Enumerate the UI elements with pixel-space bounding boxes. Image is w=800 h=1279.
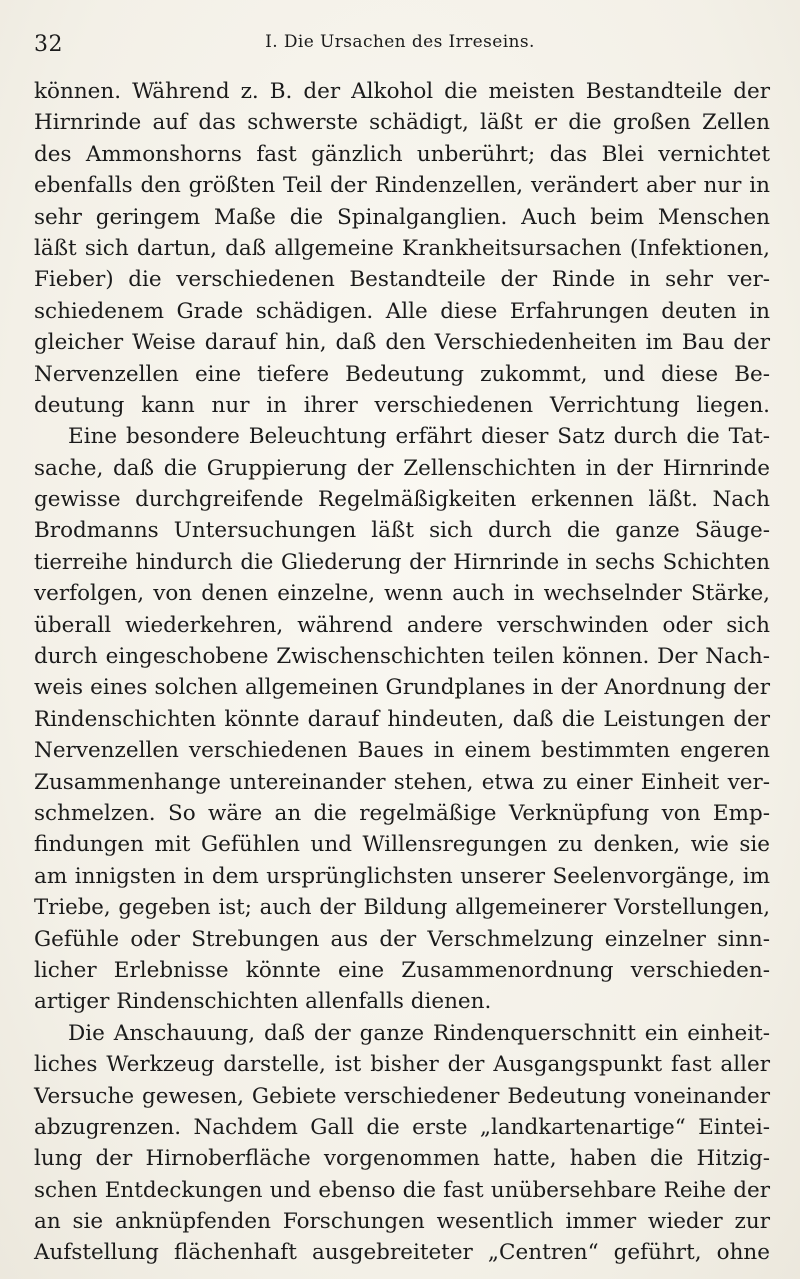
text-line: verfolgen, von denen einzelne, wenn auch in wechselnder Stärke,	[34, 581, 770, 607]
text-line: Nervenzellen verschiedenen Baues in einem bestimmten engeren	[34, 738, 770, 764]
text-line: Versuche gewesen, Gebiete verschiedener Bedeutung voneinander	[34, 1083, 770, 1109]
text-line: Gefühle oder Strebungen aus der Verschmelzung einzelner sinn-	[34, 926, 770, 952]
text-line: Hirnrinde auf das schwerste schädigt, läßt er die großen Zellen	[34, 110, 770, 136]
text-line: artiger Rindenschichten allenfalls dienen.	[34, 989, 492, 1015]
text-line: Aufstellung flächenhaft ausgebreiteter „Centren“ geführt, ohne	[34, 1240, 770, 1266]
text-line: schen Entdeckungen und ebenso die fast unübersehbare Reihe der	[34, 1177, 770, 1203]
page-header	[34, 28, 766, 58]
text-line: gewisse durchgreifende Regelmäßigkeiten erkennen läßt. Nach	[34, 487, 770, 513]
text-line: sehr geringem Maße die Spinalganglien. Auch beim Menschen	[34, 204, 770, 230]
text-line: schiedenem Grade schädigen. Alle diese Erfahrungen deuten in	[34, 298, 770, 324]
text-line: sache, daß die Gruppierung der Zellenschichten in der Hirnrinde	[34, 455, 770, 481]
text-line: licher Erlebnisse könnte eine Zusammenordnung verschieden-	[34, 957, 770, 983]
body-text	[34, 76, 770, 1269]
text-line: weis eines solchen allgemeinen Grundplanes in der Anordnung der	[34, 675, 770, 701]
text-line: Fieber) die verschiedenen Bestandteile der Rinde in sehr ver-	[34, 267, 770, 293]
text-line: Die Anschauung, daß der ganze Rindenquerschnitt ein einheit-	[68, 1020, 770, 1046]
text-line: Rindenschichten könnte darauf hindeuten, daß die Leistungen der	[34, 706, 770, 732]
text-line: deutung kann nur in ihrer verschiedenen Verrichtung liegen.	[34, 392, 770, 418]
text-line: findungen mit Gefühlen und Willensregungen zu denken, wie sie	[34, 832, 770, 858]
text-line: Nervenzellen eine tiefere Bedeutung zukommt, und diese Be-	[34, 361, 770, 387]
text-line: Brodmanns Untersuchungen läßt sich durch die ganze Säuge-	[34, 518, 770, 544]
text-line: an sie anknüpfenden Forschungen wesentlich immer wieder zur	[34, 1209, 770, 1235]
text-line: tierreihe hindurch die Gliederung der Hirnrinde in sechs Schichten	[34, 549, 770, 575]
text-line: des Ammonshorns fast gänzlich unberührt; das Blei vernichtet	[34, 141, 770, 167]
text-line: Triebe, gegeben ist; auch der Bildung allgemeinerer Vorstellungen,	[34, 895, 770, 921]
text-line: gleicher Weise darauf hin, daß den Verschiedenheiten im Bau der	[34, 330, 770, 356]
text-line: abzugrenzen. Nachdem Gall die erste „landkartenartige“ Eintei-	[34, 1114, 770, 1140]
text-line: Eine besondere Beleuchtung erfährt dieser Satz durch die Tat-	[68, 424, 770, 450]
text-line: durch eingeschobene Zwischenschichten teilen können. Der Nach-	[34, 644, 770, 670]
text-line: schmelzen. So wäre an die regelmäßige Verknüpfung von Emp-	[34, 800, 770, 826]
text-line: überall wiederkehren, während andere verschwinden oder sich	[34, 612, 770, 638]
text-line: liches Werkzeug darstelle, ist bisher der Ausgangspunkt fast aller	[34, 1052, 770, 1078]
text-line: lung der Hirnoberfläche vorgenommen hatte, haben die Hitzig-	[34, 1146, 770, 1172]
text-line: läßt sich dartun, daß allgemeine Krankheitsursachen (Infektionen,	[34, 235, 770, 261]
text-line: können. Während z. B. der Alkohol die meisten Bestandteile der	[34, 79, 770, 104]
text-line: ebenfalls den größten Teil der Rindenzellen, verändert aber nur in	[34, 173, 770, 199]
page-number: 32	[34, 32, 63, 57]
text-line: Zusammenhange untereinander stehen, etwa zu einer Einheit ver-	[34, 769, 770, 795]
running-head: I. Die Ursachen des Irreseins.	[265, 32, 535, 52]
text-line: am innigsten in dem ursprünglichsten unserer Seelenvorgänge, im	[34, 863, 770, 889]
